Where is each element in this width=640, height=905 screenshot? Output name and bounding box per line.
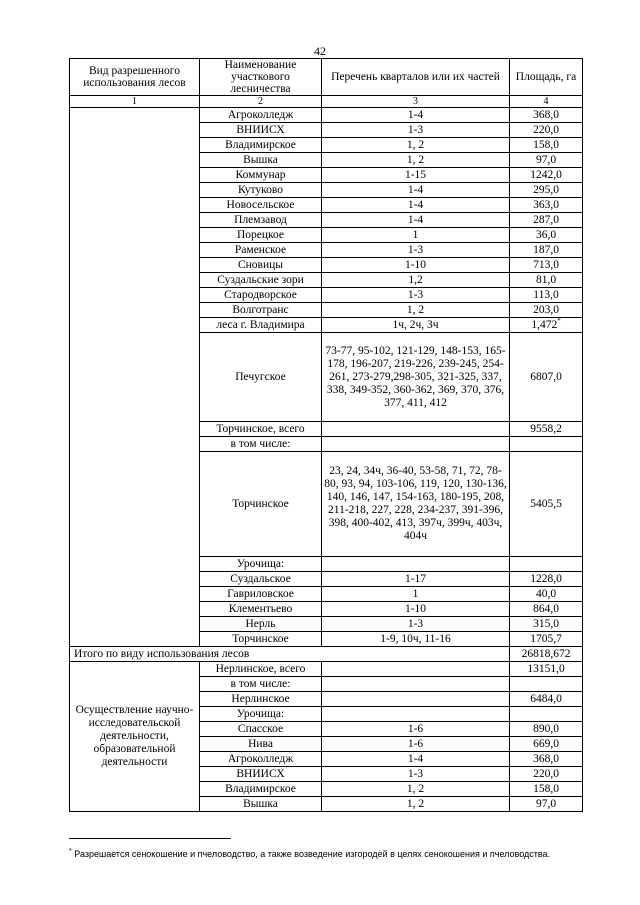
tract-name: Нерль <box>200 617 322 632</box>
area: 363,0 <box>510 198 583 213</box>
area: 287,0 <box>510 213 583 228</box>
quarters: 23, 24, 34ч, 36-40, 53-58, 71, 72, 78-80, 93, 94, 103-106, 119, 120, 130-136, 140, 146, 147, 154-163, 180-195, 208, 211-218, 227, 228, 234-237, 391-396, 398, 400-402, 413, 397ч, 399ч, 403ч, 404ч <box>322 452 510 557</box>
table-row <box>70 662 583 677</box>
forestry-name: Агроколледж <box>200 108 322 123</box>
area: 97,0 <box>510 153 583 168</box>
quarters: 1 <box>322 228 510 243</box>
area: 669,0 <box>510 737 583 752</box>
quarters: 1-10 <box>322 258 510 273</box>
quarters <box>322 692 510 707</box>
header-cell: Площадь, га <box>510 59 583 96</box>
forestry-name: Торчинское <box>200 452 322 557</box>
area <box>510 318 583 333</box>
quarters: 1,2 <box>322 273 510 288</box>
quarters <box>322 437 510 452</box>
area: 187,0 <box>510 243 583 258</box>
table-row <box>70 647 583 662</box>
tract-name: Суздальское <box>200 572 322 587</box>
tract-name: Гавриловское <box>200 587 322 602</box>
forestry-name: Порецкое <box>200 228 322 243</box>
quarters: 1, 2 <box>322 797 510 812</box>
header-row <box>70 59 583 96</box>
forestry-name: Коммунар <box>200 168 322 183</box>
header-cell: Вид разрешенного использования лесов <box>70 59 200 96</box>
area: 13151,0 <box>510 662 583 677</box>
area: 158,0 <box>510 138 583 153</box>
forestry-name: Сновицы <box>200 258 322 273</box>
area: 113,0 <box>510 288 583 303</box>
area: 9558,2 <box>510 422 583 437</box>
subheading: Урочища: <box>200 707 322 722</box>
area: 1228,0 <box>510 572 583 587</box>
forestry-name: Нерлинское <box>200 692 322 707</box>
column-number: 1 <box>70 96 200 108</box>
area: 1705,7 <box>510 632 583 647</box>
area <box>510 677 583 692</box>
quarters: 1-4 <box>322 198 510 213</box>
quarters: 1-3 <box>322 123 510 138</box>
total-area: 26818,672 <box>510 647 583 662</box>
forestry-name: Волготранс <box>200 303 322 318</box>
quarters: 1-4 <box>322 752 510 767</box>
tract-name: ВНИИСХ <box>200 767 322 782</box>
area <box>510 707 583 722</box>
area: 81,0 <box>510 273 583 288</box>
quarters <box>322 677 510 692</box>
use-type-cell <box>70 108 200 647</box>
quarters: 1-3 <box>322 767 510 782</box>
quarters: 1-4 <box>322 213 510 228</box>
quarters: 1-17 <box>322 572 510 587</box>
forestry-name: Стародворское <box>200 288 322 303</box>
tract-name: Спасское <box>200 722 322 737</box>
area: 6484,0 <box>510 692 583 707</box>
forest-use-table <box>69 58 583 812</box>
quarters: 1 <box>322 587 510 602</box>
quarters: 1-15 <box>322 168 510 183</box>
area: 1242,0 <box>510 168 583 183</box>
area: 864,0 <box>510 602 583 617</box>
area: 368,0 <box>510 752 583 767</box>
footnote-mark: * <box>557 316 561 325</box>
tract-name: Клементьево <box>200 602 322 617</box>
footnote-mark: * <box>69 848 72 855</box>
quarters <box>322 707 510 722</box>
quarters: 1, 2 <box>322 153 510 168</box>
tract-name: Нива <box>200 737 322 752</box>
quarters: 1-4 <box>322 108 510 123</box>
area <box>510 437 583 452</box>
area: 220,0 <box>510 123 583 138</box>
area: 220,0 <box>510 767 583 782</box>
quarters: 1-3 <box>322 617 510 632</box>
quarters: 1, 2 <box>322 303 510 318</box>
footnote-text: Разрешается сенокошение и пчеловодство, а также возведение изгородей в целях сенокошения и пчеловодства. <box>74 849 551 859</box>
forestry-name: Раменское <box>200 243 322 258</box>
subheading: в том числе: <box>200 677 322 692</box>
area: 40,0 <box>510 587 583 602</box>
header-cell: Наименование участкового лесничества <box>200 59 322 96</box>
area: 158,0 <box>510 782 583 797</box>
area: 6807,0 <box>510 333 583 422</box>
area: 97,0 <box>510 797 583 812</box>
area-value: 1,472 <box>531 318 558 331</box>
quarters: 1-6 <box>322 722 510 737</box>
forestry-name: Кутуково <box>200 183 322 198</box>
column-number: 4 <box>510 96 583 108</box>
use-type-cell: Осуществление научно-исследовательской деятельности, образовательной деятельности <box>70 662 200 812</box>
quarters: 1-4 <box>322 183 510 198</box>
footnote <box>69 849 609 859</box>
quarters: 1, 2 <box>322 138 510 153</box>
subheading: в том числе: <box>200 437 322 452</box>
area: 315,0 <box>510 617 583 632</box>
total-label: Итого по виду использования лесов <box>70 647 510 662</box>
tract-name: Агроколледж <box>200 752 322 767</box>
tract-name: Торчинское <box>200 632 322 647</box>
page-number: 42 <box>314 44 326 58</box>
quarters: 1-3 <box>322 243 510 258</box>
tract-name: Владимирское <box>200 782 322 797</box>
column-number: 2 <box>200 96 322 108</box>
area: 5405,5 <box>510 452 583 557</box>
forestry-name: Новосельское <box>200 198 322 213</box>
forestry-name: Нерлинское, всего <box>200 662 322 677</box>
quarters: 1ч, 2ч, 3ч <box>322 318 510 333</box>
table-row <box>70 108 583 123</box>
tract-name: Вышка <box>200 797 322 812</box>
quarters: 1-10 <box>322 602 510 617</box>
forestry-name: леса г. Владимира <box>200 318 322 333</box>
quarters <box>322 422 510 437</box>
quarters: 1-3 <box>322 288 510 303</box>
area: 36,0 <box>510 228 583 243</box>
area: 295,0 <box>510 183 583 198</box>
area: 203,0 <box>510 303 583 318</box>
quarters: 73-77, 95-102, 121-129, 148-153, 165-178, 196-207, 219-226, 239-245, 254-261, 273-279,298-305, 321-325, 337, 338, 349-352, 360-362, 369, 370, 376, 377, 411, 412 <box>322 333 510 422</box>
quarters: 1-6 <box>322 737 510 752</box>
forestry-name: Владимирское <box>200 138 322 153</box>
subheading: Урочища: <box>200 557 322 572</box>
area <box>510 557 583 572</box>
column-number-row <box>70 96 583 108</box>
forestry-name: Печугское <box>200 333 322 422</box>
forestry-name: Суздальские зори <box>200 273 322 288</box>
quarters <box>322 662 510 677</box>
quarters: 1, 2 <box>322 782 510 797</box>
quarters: 1-9, 10ч, 11-16 <box>322 632 510 647</box>
forestry-name: Вышка <box>200 153 322 168</box>
column-number: 3 <box>322 96 510 108</box>
forestry-name: Торчинское, всего <box>200 422 322 437</box>
area: 368,0 <box>510 108 583 123</box>
forestry-name: Племзавод <box>200 213 322 228</box>
area: 890,0 <box>510 722 583 737</box>
quarters <box>322 557 510 572</box>
header-cell: Перечень кварталов или их частей <box>322 59 510 96</box>
footnote-separator <box>69 838 231 839</box>
area: 713,0 <box>510 258 583 273</box>
forestry-name: ВНИИСХ <box>200 123 322 138</box>
